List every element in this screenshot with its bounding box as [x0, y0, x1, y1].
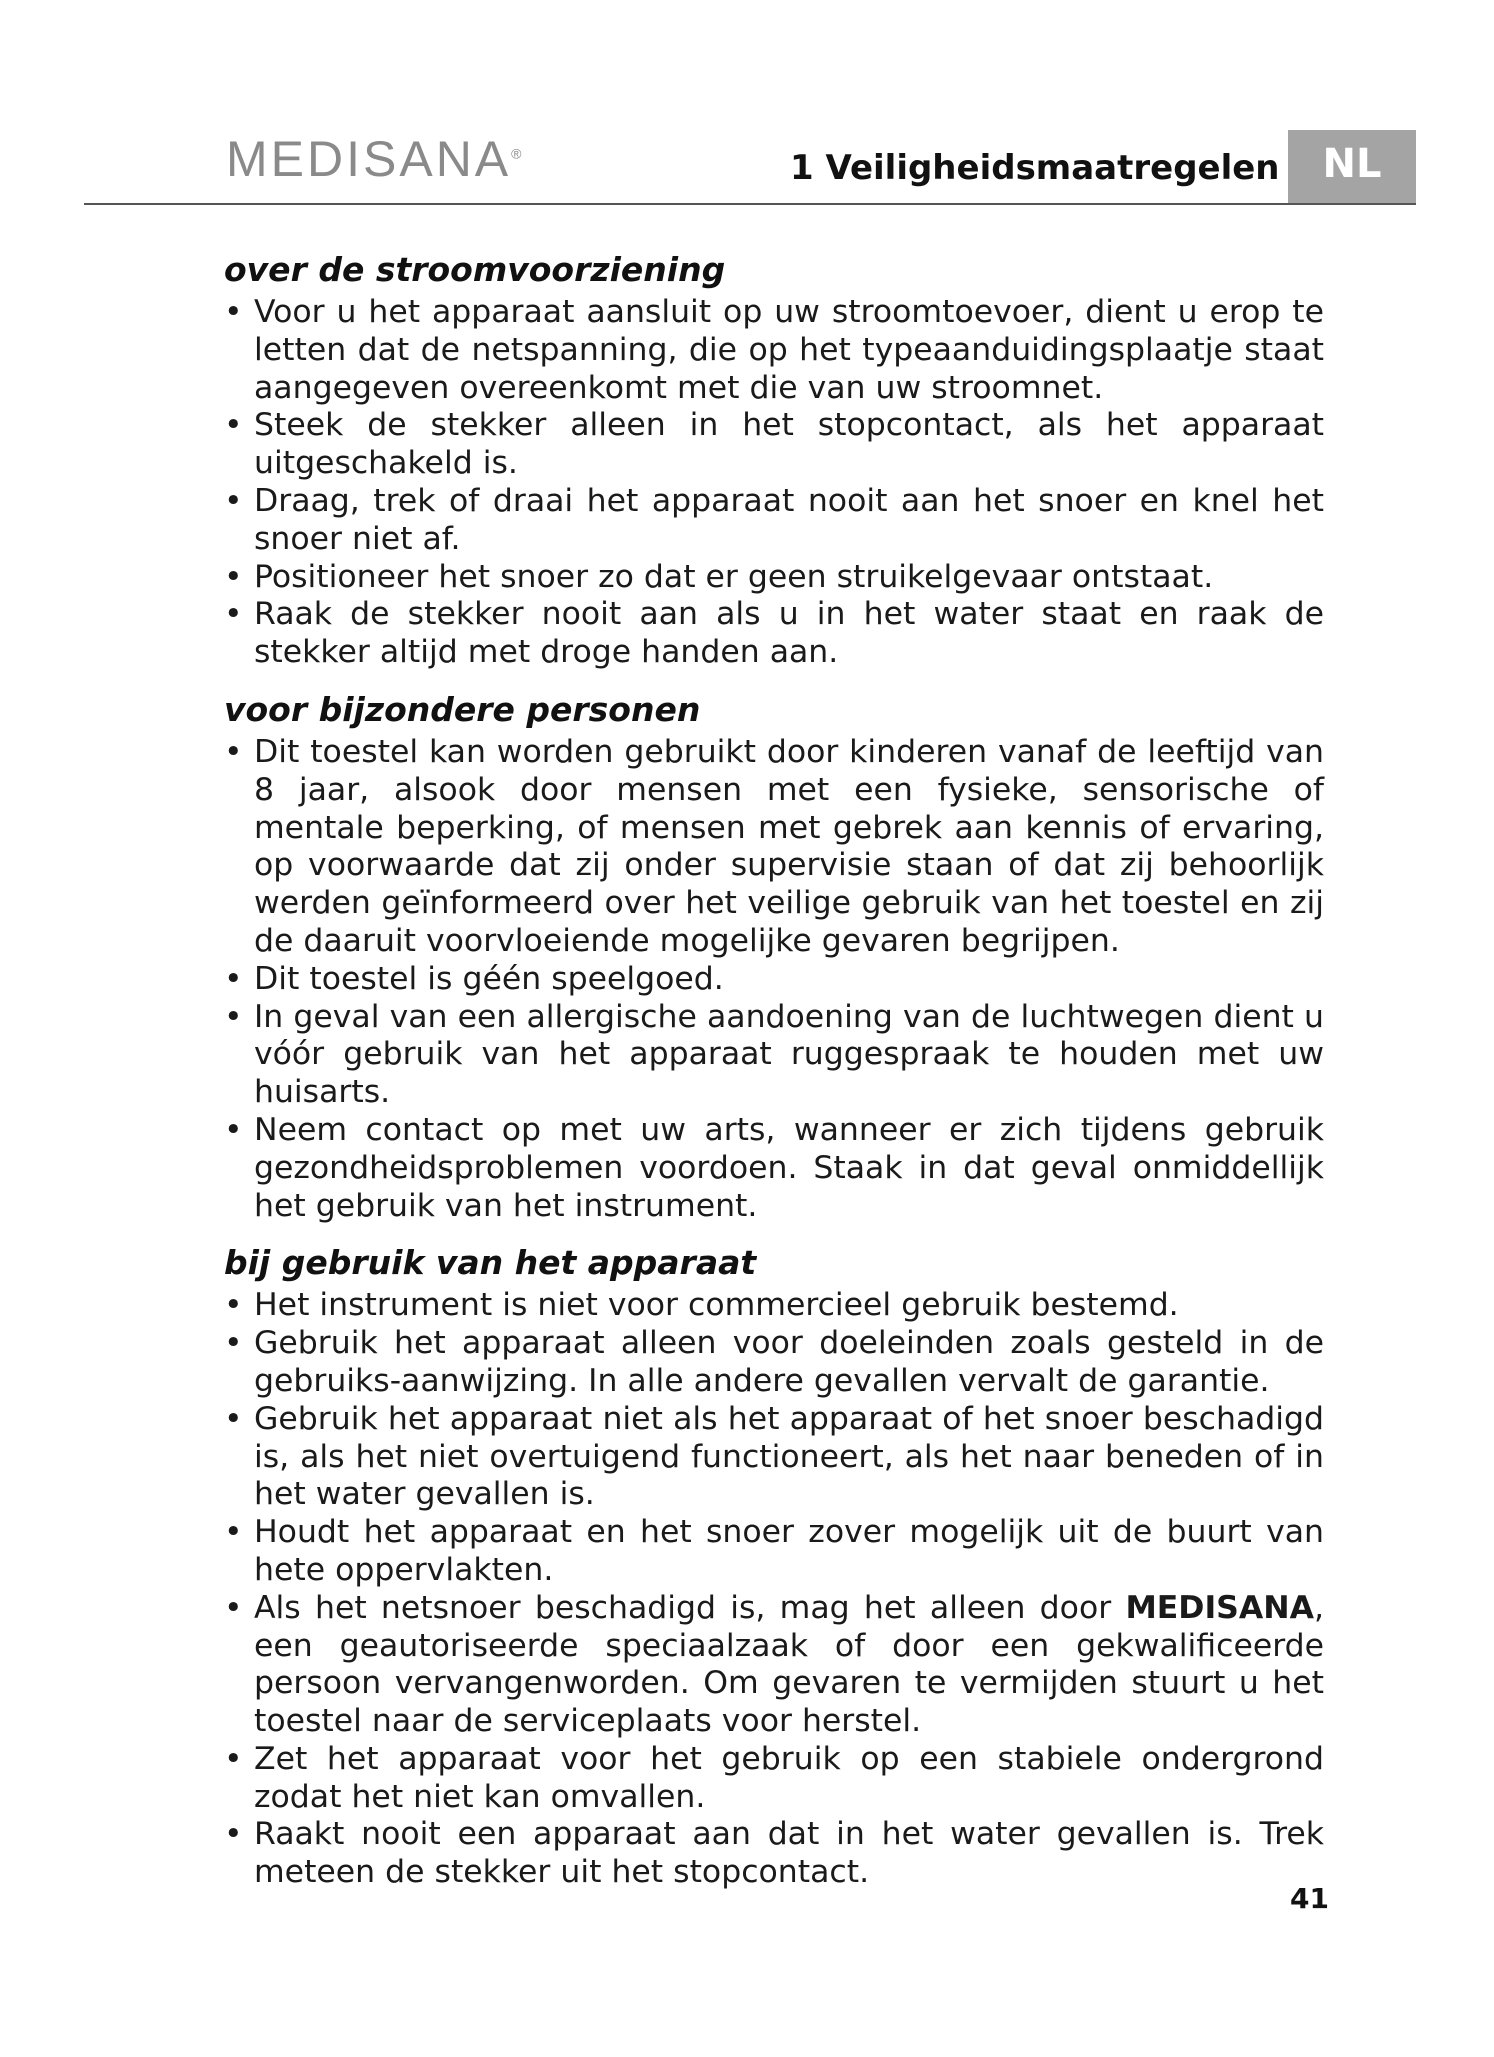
list-item	[224, 1590, 1324, 1741]
list-item: • Houdt het apparaat en het snoer zover mogelijk uit de buurt van hete oppervlakten.	[224, 1514, 1324, 1590]
section-special-persons	[224, 690, 1324, 1225]
medisana-logo	[226, 130, 522, 188]
registered-mark: ®	[511, 145, 522, 162]
section-heading: voor bijzondere personen	[224, 689, 701, 729]
list-item: • Dit toestel kan worden gebruikt door kinderen vanaf de leeftijd van 8 jaar, alsook door mensen met een fysieke, sensorische of mentale beperking, of mensen met gebrek aan kennis of ervaring, op voorwaarde dat zij onder supervisie staan of dat zij behoorlijk werden geïnformeerd over het veilige gebruik van het toestel en zij de daaruit voorvloeiende mogelijke gevaren begrijpen.	[224, 734, 1324, 961]
list-item: • Het instrument is niet voor commercieel gebruik bestemd.	[224, 1287, 1324, 1325]
section-device-use	[224, 1243, 1324, 1892]
section-heading: over de stroomvoorziening	[224, 250, 726, 289]
list-item: • Zet het apparaat voor het gebruik op een stabiele ondergrond zodat het niet kan omvallen.	[224, 1741, 1324, 1817]
header-divider	[84, 203, 1416, 205]
item-text: , een geautoriseerde speciaalzaak of door een gekwalificeerde persoon vervangenworden. Om gevaren te vermijden stuurt u het toestel naar de serviceplaats voor herstel.	[254, 1589, 1324, 1740]
section-heading: bij gebruik van het apparaat	[224, 1243, 757, 1283]
chapter-title: 1 Veiligheidsmaatregelen	[790, 148, 1280, 188]
list-item: • Steek de stekker alleen in het stopcontact, als het apparaat uitgeschakeld is.	[224, 407, 1324, 483]
list-item: • Gebruik het apparaat alleen voor doeleinden zoals gesteld in de gebruiks-aanwijzing. In alle andere gevallen vervalt de garantie.	[224, 1325, 1324, 1401]
bullet-list	[224, 734, 1324, 1225]
page-number: 41	[1290, 1882, 1329, 1915]
logo-text: MEDISANA	[226, 131, 512, 187]
list-item: • In geval van een allergische aandoening van de luchtwegen dient u vóór gebruik van het apparaat ruggespraak te houden met uw huisarts.	[224, 999, 1324, 1112]
page-header	[0, 0, 1494, 210]
list-item: • Positioneer het snoer zo dat er geen struikelgevaar ontstaat.	[224, 559, 1324, 597]
list-item: • Raak de stekker nooit aan als u in het water staat en raak de stekker altijd met droge handen aan.	[224, 596, 1324, 672]
section-power-supply	[224, 250, 1324, 672]
language-tab: NL	[1288, 130, 1416, 204]
list-item: • Dit toestel is géén speelgoed.	[224, 961, 1324, 999]
list-item: • Gebruik het apparaat niet als het apparaat of het snoer beschadigd is, als het niet overtuigend functioneert, als het naar beneden of in het water gevallen is.	[224, 1401, 1324, 1514]
bullet-list	[224, 294, 1324, 672]
list-item: • Neem contact op met uw arts, wanneer er zich tijdens gebruik gezondheidsproblemen voordoen. Staak in dat geval onmiddellijk het gebruik van het instrument.	[224, 1112, 1324, 1225]
item-text: Als het netsnoer beschadigd is, mag het alleen door	[254, 1589, 1126, 1626]
list-item: • Raakt nooit een apparaat aan dat in het water gevallen is. Trek meteen de stekker uit het stopcontact.	[224, 1816, 1324, 1892]
bullet-list	[224, 1287, 1324, 1892]
brand-name: MEDISANA	[1125, 1589, 1314, 1626]
main-content	[224, 250, 1324, 1910]
list-item: • Draag, trek of draai het apparaat nooit aan het snoer en knel het snoer niet af.	[224, 483, 1324, 559]
list-item: • Voor u het apparaat aansluit op uw stroomtoevoer, dient u erop te letten dat de netspanning, die op het typeaanduidingsplaatje staat aangegeven overeenkomt met die van uw stroomnet.	[224, 294, 1324, 407]
